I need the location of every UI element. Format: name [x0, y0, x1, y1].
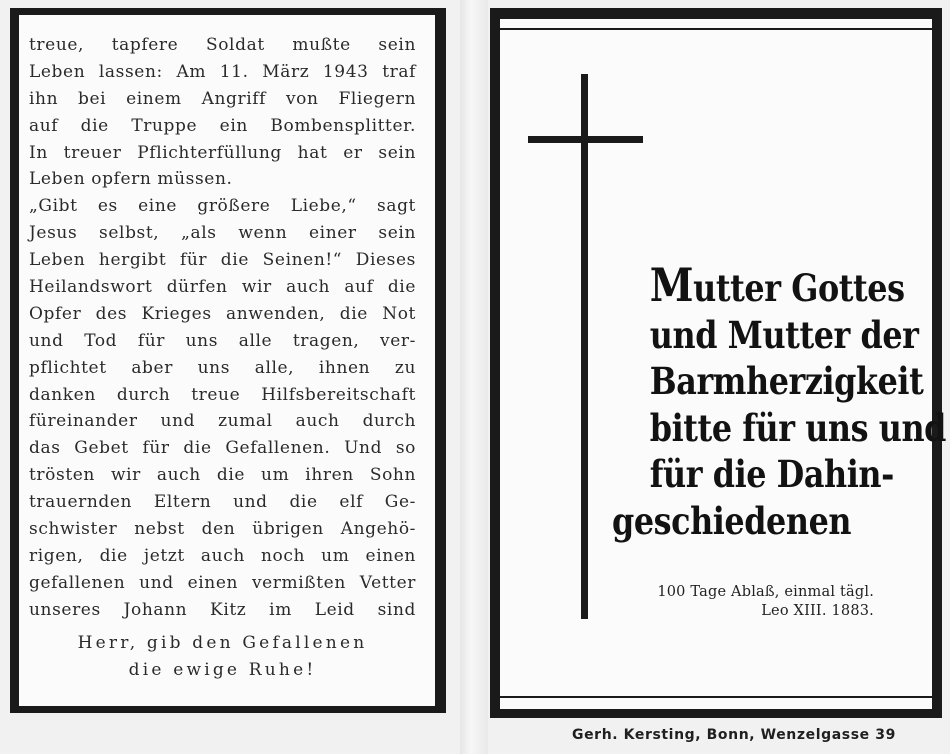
text-line: das Gebet für die Gefallenen. Und so — [29, 438, 416, 459]
text-line: schwister nebst den übrigen Angehö- — [29, 519, 416, 540]
indulgence-line-1: 100 Tage Ablaß, einmal tägl. — [657, 584, 874, 600]
text-line: „Gibt es eine größere Liebe,“ sagt — [29, 196, 416, 217]
text-line: In treuer Pflichterfüllung hat er sein — [29, 142, 416, 163]
text-line: auf die Truppe ein Bombensplitter. — [29, 115, 416, 136]
text-line: pflichtet aber uns alle, ihnen zu — [29, 357, 416, 378]
text-line: treue, tapfere Soldat mußte sein — [29, 35, 416, 55]
text-line: ihn bei einem Angriff von Fliegern — [29, 88, 416, 109]
text-line: Heilandswort dürfen wir auch auf die — [29, 277, 416, 298]
invocation-line: für die Dahin- — [649, 452, 894, 496]
text-line: gefallenen und einen vermißten Vetter — [29, 572, 416, 593]
text-line: trösten wir auch die um ihren Sohn — [29, 465, 416, 486]
inner-frame-top — [500, 28, 932, 30]
printer-imprint: Gerh. Kersting, Bonn, Wenzelgasse 39 — [572, 727, 896, 743]
text-line: und Tod für uns alle tragen, ver- — [29, 330, 416, 351]
inner-frame-bottom — [500, 696, 932, 698]
invocation-line: geschiedenen — [612, 498, 852, 543]
text-line: trauernden Eltern und die elf Ge- — [29, 492, 416, 513]
text-line: füreinander und zumal auch durch — [29, 411, 416, 432]
invocation-line: Mutter Gottes — [649, 258, 905, 312]
text-line: unseres Johann Kitz im Leid sind — [29, 599, 416, 620]
text-line: Leben hergibt für die Seinen!“ Dieses — [29, 250, 416, 271]
text-line: Opfer des Krieges anwenden, die Not — [29, 303, 416, 324]
text-line: Leben lassen: Am 11. März 1943 traf — [29, 61, 416, 82]
memorial-text — [29, 32, 416, 624]
invocation-text — [612, 258, 947, 544]
card-fold — [460, 0, 488, 754]
closing-prayer-line-1: Herr, gib den Gefallenen — [77, 633, 368, 653]
text-line: danken durch treue Hilfsbereitschaft — [29, 384, 416, 405]
cross-icon-vertical — [581, 74, 588, 619]
invocation-line: Barmherzigkeit — [649, 359, 924, 403]
text-line: Jesus selbst, „als wenn einer sein — [29, 223, 416, 244]
closing-prayer-line-2: die ewige Ruhe! — [128, 660, 317, 680]
text-line: Leben opfern müssen. — [29, 169, 233, 190]
indulgence-note — [612, 583, 874, 621]
invocation-line: und Mutter der — [649, 312, 919, 357]
cross-icon-horizontal — [528, 136, 643, 143]
text-line: rigen, die jetzt auch noch um einen — [29, 545, 416, 566]
indulgence-line-2: Leo XIII. 1883. — [761, 603, 874, 619]
invocation-line: bitte für uns und — [649, 405, 947, 450]
